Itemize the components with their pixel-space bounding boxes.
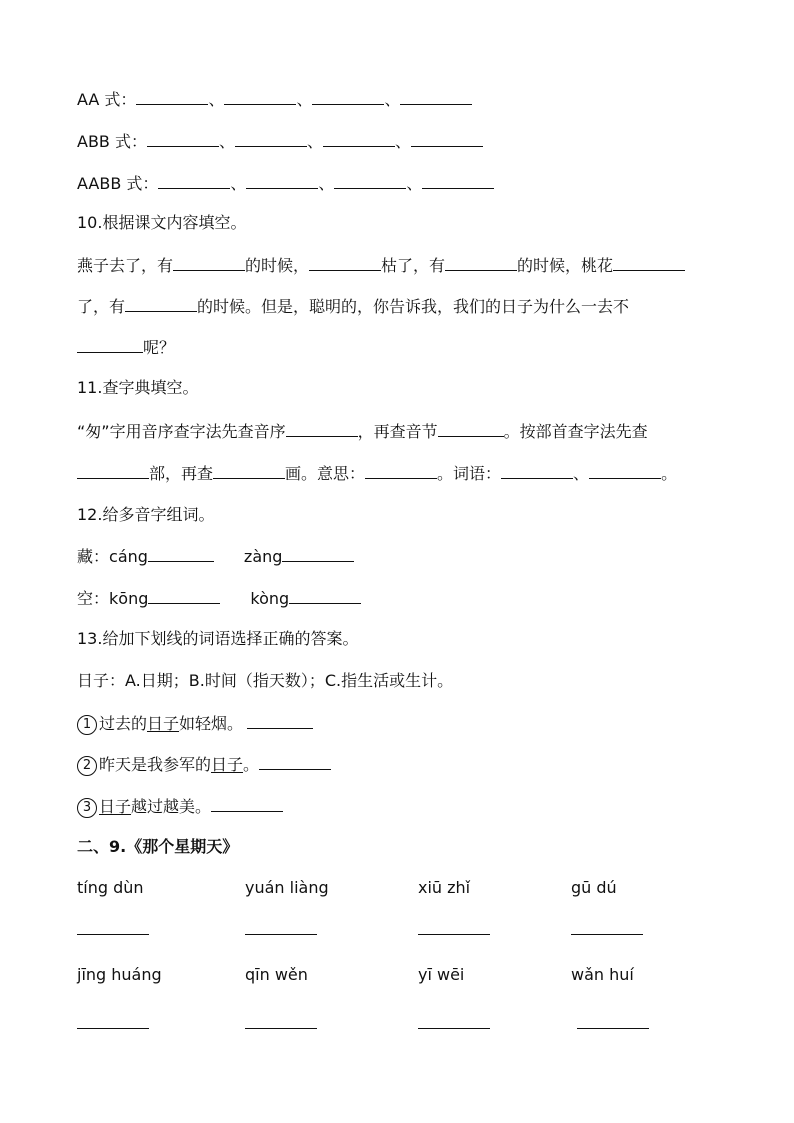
q12-title: 12.给多音字组词。 [77, 505, 215, 524]
answer-blank[interactable] [309, 254, 381, 271]
answer-blank[interactable] [235, 130, 307, 147]
answer-blank[interactable] [173, 254, 245, 271]
answer-blank[interactable] [247, 712, 313, 729]
answer-blank[interactable] [213, 462, 285, 479]
answer-blank[interactable] [323, 130, 395, 147]
q13-item-2: 2 昨天是我参军的日子。 [77, 753, 331, 776]
q10-line-1: 燕子去了，有 的时候， 枯了，有 的时候，桃花 [77, 254, 685, 277]
answer-blank[interactable] [224, 88, 296, 105]
answer-blank[interactable] [312, 88, 384, 105]
answer-blank[interactable] [246, 172, 318, 189]
answer-blank[interactable] [334, 172, 406, 189]
q10-title: 10.根据课文内容填空。 [77, 213, 247, 232]
aabb-label: AABB 式： [77, 174, 159, 193]
answer-blank[interactable] [365, 462, 437, 479]
answer-blank[interactable] [445, 254, 517, 271]
q13-title: 13.给加下划线的词语选择正确的答案。 [77, 629, 359, 648]
answer-blank[interactable] [77, 336, 143, 353]
pinyin-item: qīn wěn [245, 965, 308, 984]
answer-blank[interactable] [245, 918, 317, 935]
answer-blank[interactable] [211, 795, 283, 812]
answer-blank[interactable] [77, 918, 149, 935]
answer-blank[interactable] [245, 1012, 317, 1029]
section-heading: 二、9.《那个星期天》 [77, 837, 239, 856]
pinyin-item: yī wēi [418, 965, 465, 984]
circled-number: 3 [77, 798, 97, 818]
q12-kong-line: 空：kōng kòng [77, 587, 361, 610]
pinyin-item: yuán liàng [245, 878, 329, 897]
answer-blank[interactable] [259, 753, 331, 770]
q11-line-2: 部，再查 画。意思： 。词语： 、 。 [77, 462, 677, 485]
pinyin-item: xiū zhǐ [418, 878, 471, 897]
pinyin-item: tíng dùn [77, 878, 144, 897]
pinyin-item: gū dú [571, 878, 617, 897]
answer-blank[interactable] [148, 545, 214, 562]
answer-blank[interactable] [411, 130, 483, 147]
q13-item-3: 3 日子越过越美。 [77, 795, 283, 818]
answer-blank[interactable] [418, 1012, 490, 1029]
abb-line: ABB 式： 、 、 、 [77, 130, 483, 153]
pinyin-item: jīng huáng [77, 965, 162, 984]
answer-blank[interactable] [282, 545, 354, 562]
answer-blank[interactable] [438, 420, 504, 437]
answer-blank[interactable] [418, 918, 490, 935]
answer-blank[interactable] [147, 130, 219, 147]
answer-blank[interactable] [422, 172, 494, 189]
q13-item-1: 1 过去的日子如轻烟。 [77, 712, 313, 735]
answer-blank[interactable] [571, 918, 643, 935]
answer-blank[interactable] [286, 420, 358, 437]
answer-blank[interactable] [148, 587, 220, 604]
q12-cang-line: 藏：cáng zàng [77, 545, 354, 568]
circled-number: 2 [77, 756, 97, 776]
aa-line: AA 式： 、 、 、 [77, 88, 472, 111]
aabb-line: AABB 式： 、 、 、 [77, 172, 494, 195]
answer-blank[interactable] [125, 295, 197, 312]
answer-blank[interactable] [613, 254, 685, 271]
q10-line-2: 了，有 的时候。但是，聪明的，你告诉我，我们的日子为什么一去不 [77, 297, 630, 316]
circled-number: 1 [77, 715, 97, 735]
q13-options: 日子：A.日期；B.时间（指天数）；C.指生活或生计。 [77, 671, 454, 690]
aa-label: AA 式： [77, 90, 137, 109]
answer-blank[interactable] [289, 587, 361, 604]
answer-blank[interactable] [501, 462, 573, 479]
answer-blank[interactable] [577, 1012, 649, 1029]
answer-blank[interactable] [589, 462, 661, 479]
q11-line-1: “匆”字用音序查字法先查音序 ，再查音节 。按部首查字法先查 [77, 422, 648, 441]
q11-title: 11.查字典填空。 [77, 378, 199, 397]
q10-line-3: 呢？ [77, 336, 175, 359]
pinyin-item: wǎn huí [571, 965, 634, 984]
answer-blank[interactable] [77, 462, 149, 479]
answer-blank[interactable] [158, 172, 230, 189]
answer-blank[interactable] [136, 88, 208, 105]
answer-blank[interactable] [77, 1012, 149, 1029]
abb-label: ABB 式： [77, 132, 147, 151]
answer-blank[interactable] [400, 88, 472, 105]
